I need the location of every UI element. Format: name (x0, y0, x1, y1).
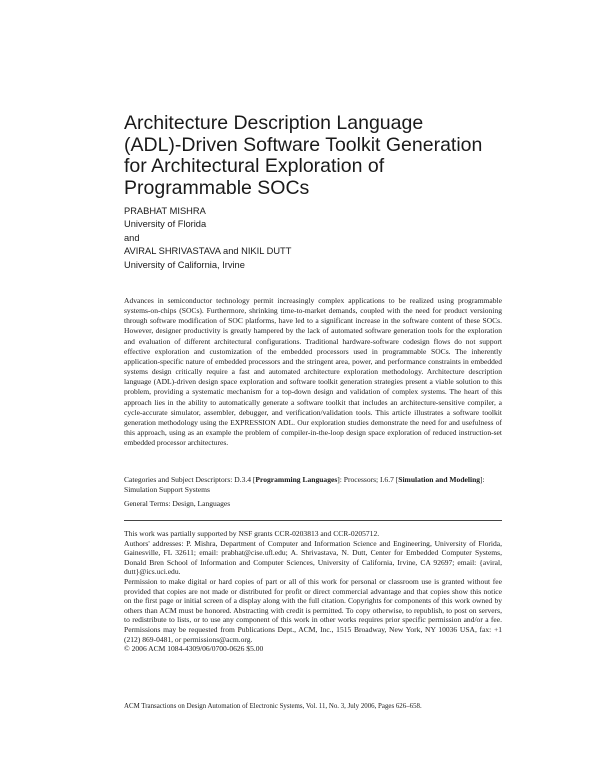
category-simulation-modeling: Simulation and Modeling (398, 475, 481, 484)
paper-title (124, 113, 514, 199)
title-line: for Architectural Exploration of (124, 155, 385, 177)
author-block (124, 205, 484, 272)
copyright-line: © 2006 ACM 1084-4309/06/0700-0626 $5.00 (124, 644, 264, 654)
categories-descriptors (124, 475, 502, 495)
author-addresses: Authors' addresses: P. Mishra, Department of Computer and Information Science and Engineering, University of Florida, Gainesville, FL 32611; email: prabhat@cise.ufl.edu; A. Shrivastava, N. Dutt, Center for Embedded Computer Systems, Donald Bren School of Information and Computer Sciences, University of California, Irvine, CA 92697; email: {aviral, dutt}@ics.uci.edu. (124, 538, 502, 577)
permission-notice: Permission to make digital or hard copies of part or all of this work for personal or classroom use is granted without fee provided that copies are not made or distributed for profit or direct commercial advantage and that copies show this notice on the first page or initial screen of a display along with the full citation. Copyrights for components of this work owned by others than ACM must be honored. Abstracting with credit is permitted. To copy otherwise, to republish, to post on servers, to redistribute to lists, or to use any component of this work in other works requires prior specific permission and/or a fee. Permissions may be requested from Publications Dept., ACM, Inc., 1515 Broadway, New York, NY 10036 USA, fax: +1 (212) 869-0481, or permissions@acm.org. (124, 576, 502, 644)
author-affiliation: University of California, Irvine (124, 259, 245, 270)
footnote-block (124, 529, 502, 654)
funding-note: This work was partially supported by NSF grants CCR-0203813 and CCR-0205712. (124, 529, 380, 538)
author-conjunction: and (124, 232, 140, 243)
title-line: Programmable SOCs (124, 176, 310, 199)
abstract: Advances in semiconductor technology permit increasingly complex applications to be realized using programmable systems-on-chips (SOCs). Furthermore, shrinking time-to-market demands, coupled with the need for product versioning through software modification of SOC platforms, have led to a significant increase in the software content of these SOCs. However, designer productivity is greatly hampered by the lack of automated software generation tools for the exploration and evaluation of different architectural configurations. Traditional hardware-software codesign flows do not support effective exploration and customization of the embedded processors used in programmable SOCs. The inherently application-specific nature of embedded processors and the stringent area, power, and performance constraints in embedded systems design critically require a fast and automated architecture exploration methodology. Architecture description language (ADL)-driven design space exploration and software toolkit generation strategies present a viable solution to this problem, providing a systematic mechanism for a top-down design and validation of complex systems. The heart of this approach lies in the ability to automatically generate a software toolkit that includes an architecture-sensitive compiler, a cycle-accurate simulator, assembler, debugger, and verification/validation tools. This article illustrates a software toolkit generation methodology using the EXPRESSION ADL. Our exploration studies demonstrate the need for and usefulness of this approach, using as an example the problem of compiler-in-the-loop design space exploration of reduced instruction-set embedded processor architectures. (124, 296, 502, 448)
category-programming-languages: Programming Languages (255, 475, 338, 484)
footnote-divider (124, 520, 502, 521)
categories-text: ]: Simulation Support Systems (124, 475, 485, 495)
author-name: PRABHAT MISHRA (124, 206, 206, 216)
author-affiliation: University of Florida (124, 219, 207, 230)
title-line: Architecture Description Language (124, 112, 424, 134)
general-terms: General Terms: Design, Languages (124, 499, 231, 508)
journal-citation: ACM Transactions on Design Automation of Electronic Systems, Vol. 11, No. 3, July 2006, Pages 626–658. (124, 703, 422, 710)
categories-text: Categories and Subject Descriptors: D.3.4 [ (124, 475, 256, 484)
title-line: (ADL)-Driven Software Toolkit Generation (124, 133, 483, 156)
categories-text: ]: Processors; I.6.7 [ (337, 475, 399, 484)
author-name: AVIRAL SHRIVASTAVA and NIKIL DUTT (124, 246, 292, 257)
